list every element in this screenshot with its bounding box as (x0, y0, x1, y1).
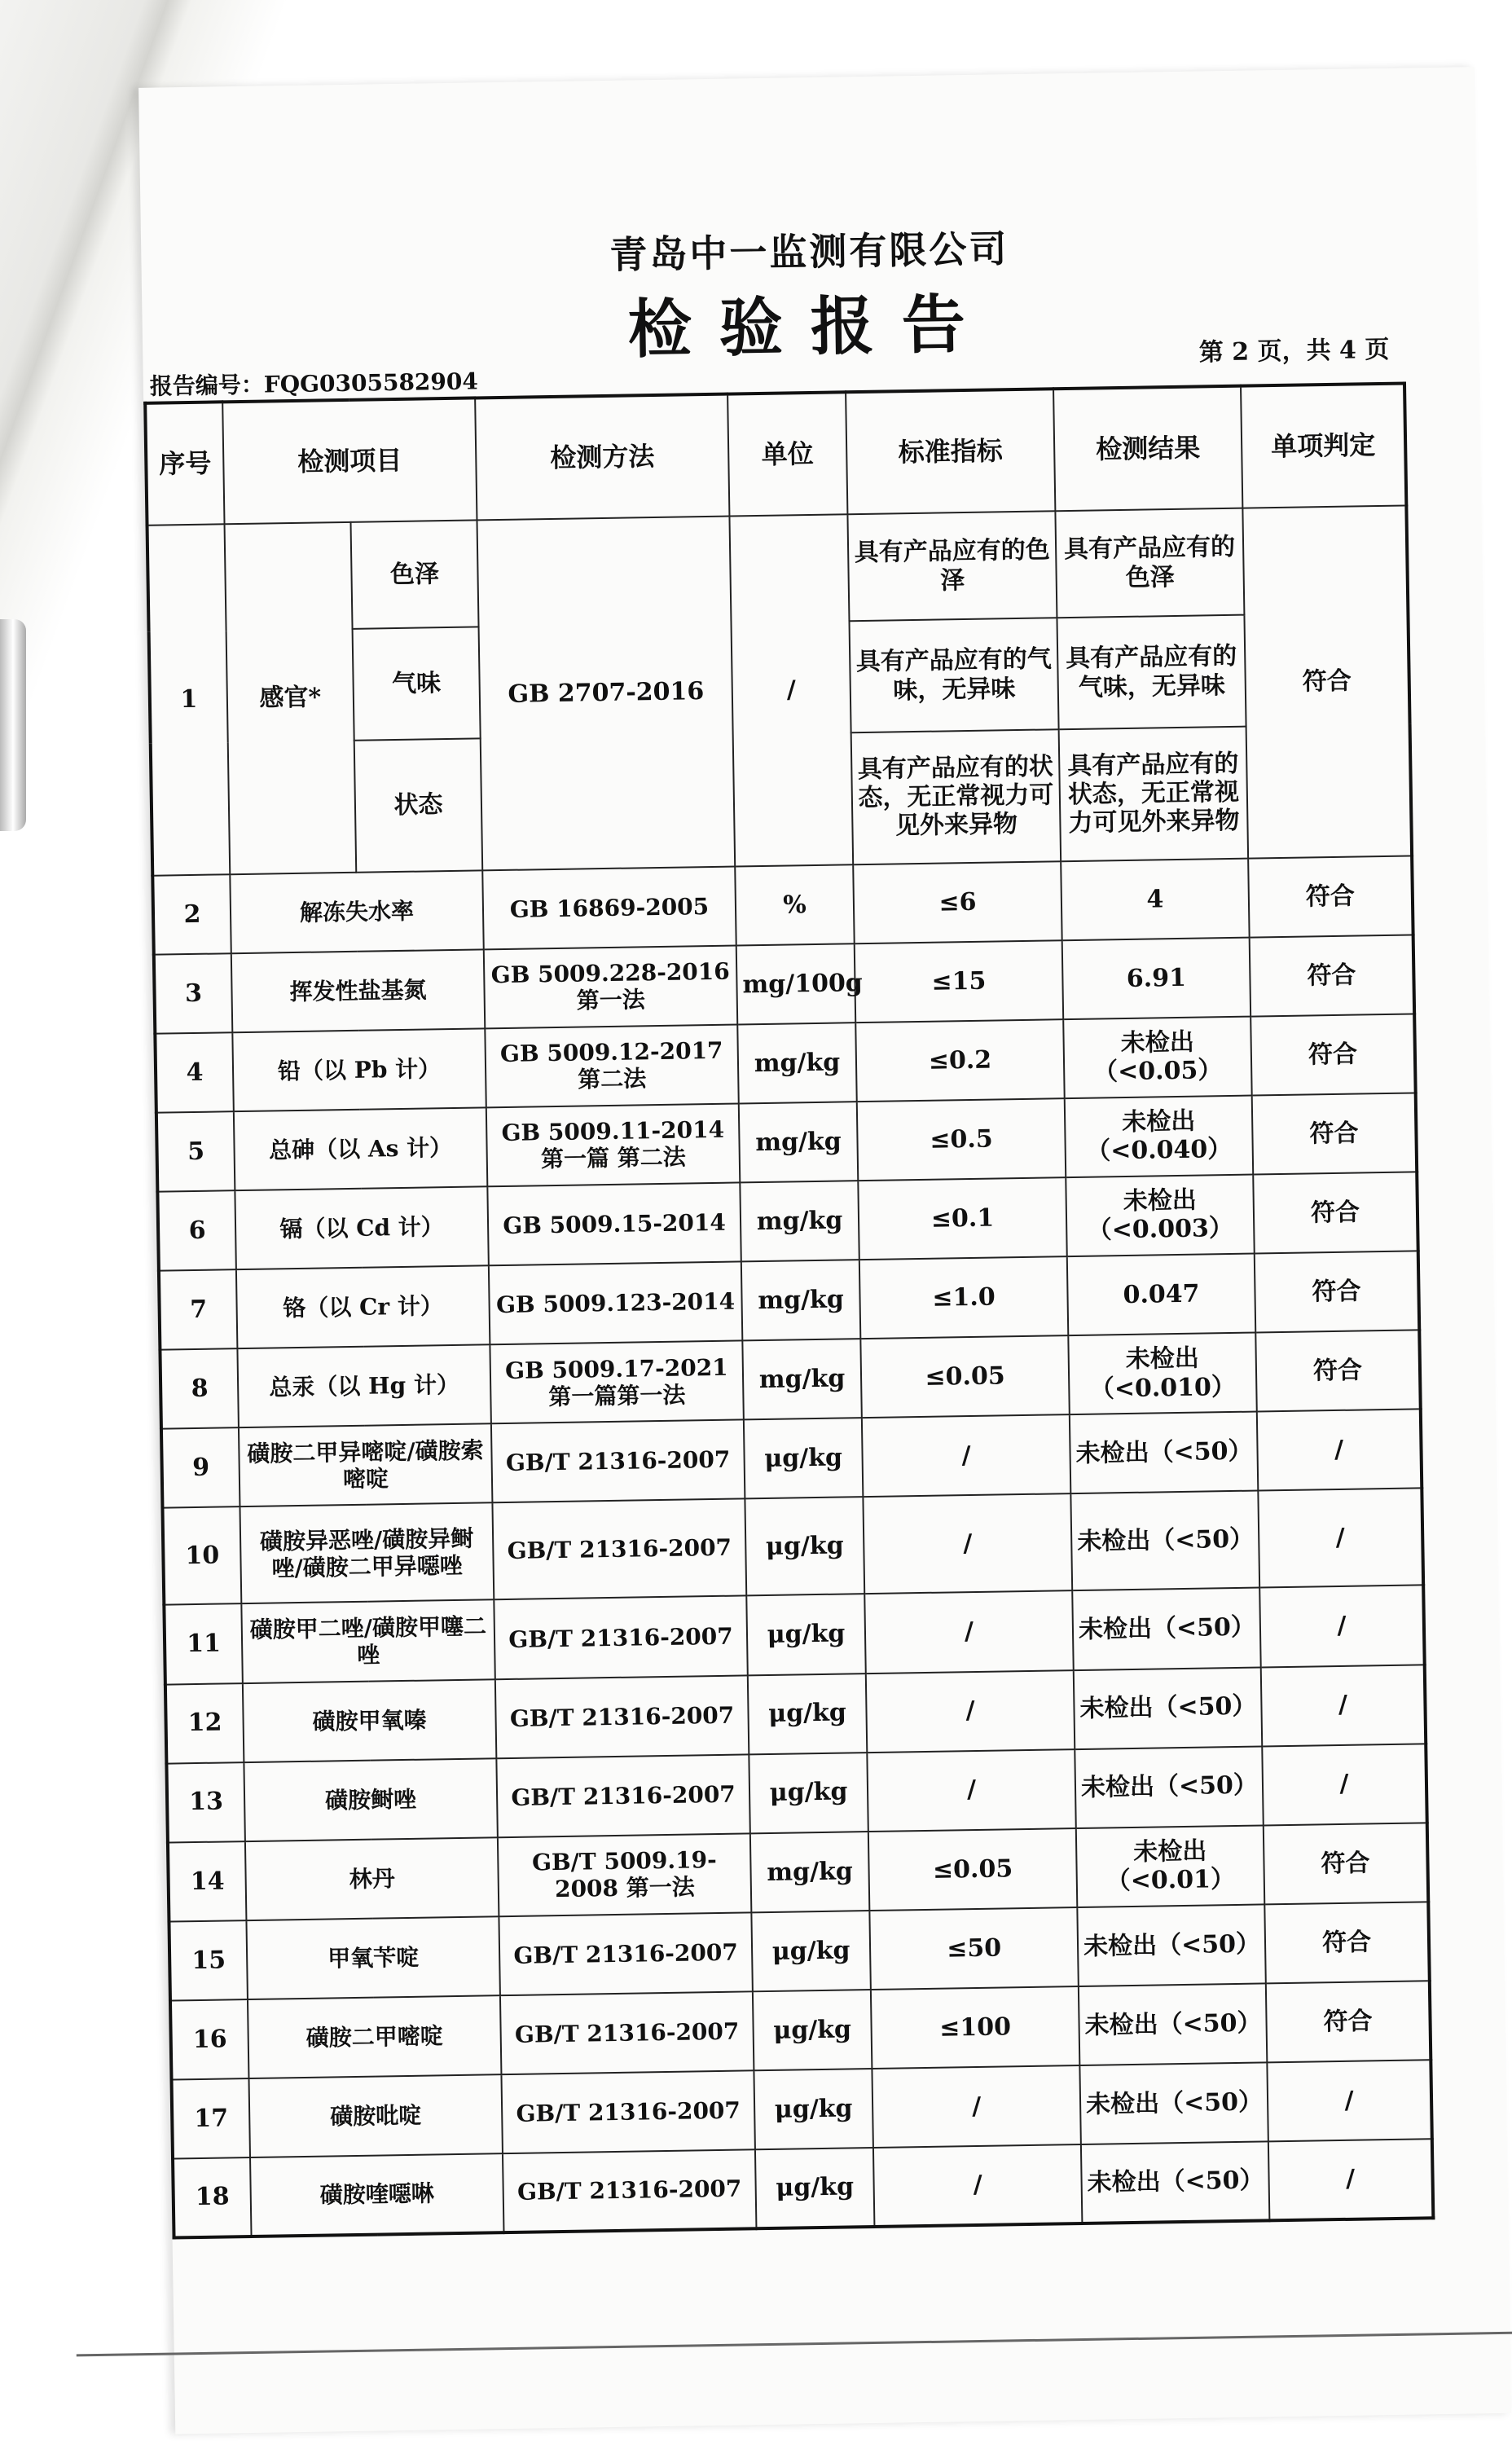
row-result: 未检出（<50） (1081, 2141, 1269, 2223)
row-standard: / (872, 2065, 1080, 2148)
row-result: 未检出（<0.003） (1066, 1174, 1254, 1256)
row-no: 8 (160, 1348, 239, 1429)
row-result: 6.91 (1062, 937, 1250, 1019)
row-method: GB 5009.123-2014 (489, 1261, 742, 1344)
row-method: GB/T 21316-2007 (495, 1675, 749, 1758)
row-method: GB 5009.15-2014 (487, 1182, 741, 1265)
row-standard: / (862, 1414, 1070, 1497)
row-method: GB 2707-2016 (477, 517, 736, 871)
row-unit: mg/kg (740, 1181, 859, 1261)
row-no: 7 (159, 1269, 238, 1350)
row-judgment: 符合 (1248, 855, 1413, 937)
sub-item: 状态 (354, 738, 483, 872)
row-method: GB 5009.17-2021 第一篇第一法 (490, 1340, 743, 1423)
col-header-judgment: 单项判定 (1241, 384, 1406, 508)
table-header-row (145, 384, 1406, 526)
row-item: 磺胺二甲嘧啶 (248, 1995, 502, 2078)
row-standard: 具有产品应有的气味，无异味 (850, 618, 1059, 732)
row-no: 14 (168, 1841, 247, 1922)
row-no: 2 (152, 874, 231, 955)
col-header-no: 序号 (145, 402, 224, 525)
row-unit: mg/kg (737, 1023, 857, 1103)
row-judgment: / (1258, 1489, 1423, 1588)
row-unit: μg/kg (749, 1753, 868, 1833)
row-result: 具有产品应有的色泽 (1055, 508, 1244, 618)
row-result: 未检出（<0.010） (1068, 1333, 1256, 1415)
row-item: 磺胺鲥唑 (244, 1758, 498, 1841)
row-item: 铬（以 Cr 计） (236, 1265, 490, 1348)
row-judgment: 符合 (1250, 1014, 1415, 1095)
row-judgment: 符合 (1255, 1330, 1420, 1411)
sub-item: 气味 (353, 627, 481, 741)
sub-item: 色泽 (351, 520, 479, 629)
row-judgment: 符合 (1255, 1251, 1419, 1332)
row-result: 未检出（<50） (1079, 1983, 1267, 2065)
footer-divider (77, 2331, 1512, 2356)
row-no: 13 (166, 1762, 245, 1843)
row-unit: μg/kg (754, 2069, 873, 2149)
row-standard: 具有产品应有的状态，无正常视力可见外来异物 (851, 729, 1061, 864)
row-result: 未检出（<0.040） (1065, 1095, 1253, 1177)
row-unit: μg/kg (751, 1911, 871, 1991)
row-result: 未检出（<50） (1072, 1588, 1260, 1670)
row-no: 9 (161, 1427, 240, 1508)
row-judgment: 符合 (1253, 1172, 1418, 1253)
row-unit: mg/kg (741, 1260, 861, 1340)
row-unit: μg/kg (745, 1497, 864, 1596)
row-result: 具有产品应有的气味，无异味 (1057, 615, 1246, 729)
row-method: GB 5009.11-2014 第一篇 第二法 (486, 1103, 740, 1186)
row-method: GB/T 21316-2007 (501, 2070, 754, 2153)
row-standard: ≤6 (853, 861, 1061, 943)
row-judgment: / (1262, 1744, 1426, 1825)
col-header-method: 检测方法 (475, 394, 729, 521)
row-item: 总汞（以 Hg 计） (237, 1344, 491, 1427)
pen-object (0, 619, 26, 831)
row-method: GB 5009.12-2017 第二法 (485, 1024, 738, 1107)
row-result: 未检出（<50） (1075, 1746, 1263, 1828)
row-item: 磺胺吡啶 (248, 2074, 503, 2157)
row-standard: / (866, 1670, 1075, 1753)
row-standard: ≤0.05 (860, 1335, 1069, 1418)
row-method: GB/T 5009.19-2008 第一法 (498, 1833, 751, 1916)
row-method: GB/T 21316-2007 (500, 1991, 754, 2074)
row-judgment: 符合 (1264, 1823, 1428, 1904)
row-no: 17 (172, 2078, 251, 2159)
row-result: 未检出（<50） (1074, 1667, 1262, 1749)
row-standard: ≤15 (855, 940, 1063, 1023)
row-method: GB/T 21316-2007 (496, 1754, 749, 1837)
row-result: 未检出（<0.05） (1063, 1016, 1251, 1098)
row-item: 感官* (225, 522, 357, 874)
row-item: 磺胺喹噁啉 (250, 2153, 504, 2236)
report-number: 报告编号：FQG0305582904 (149, 367, 479, 400)
row-no: 4 (155, 1032, 234, 1113)
row-item: 磺胺甲氧嗪 (243, 1679, 497, 1762)
inspection-table (143, 381, 1435, 2239)
row-no: 16 (170, 1999, 249, 2080)
row-standard: 具有产品应有的色泽 (847, 511, 1057, 621)
col-header-item: 检测项目 (222, 398, 477, 524)
row-result: 未检出（<50） (1079, 2062, 1268, 2144)
row-standard: / (863, 1493, 1072, 1594)
row-method: GB/T 21316-2007 (503, 2149, 756, 2232)
row-method: GB 16869-2005 (482, 866, 736, 949)
row-unit: mg/100g (736, 943, 856, 1024)
row-standard: ≤1.0 (859, 1256, 1068, 1339)
row-item: 磺胺异恶唑/磺胺异鲥唑/磺胺二甲异噁唑 (240, 1502, 494, 1603)
row-result: 未检出（<50） (1077, 1904, 1265, 1986)
row-item: 镉（以 Cd 计） (235, 1186, 489, 1269)
row-no: 12 (165, 1683, 244, 1764)
row-item: 总砷（以 As 计） (234, 1107, 488, 1190)
row-unit: μg/kg (753, 1990, 872, 2070)
row-judgment: / (1259, 1586, 1424, 1667)
row-no: 6 (157, 1190, 236, 1271)
row-result: 0.047 (1067, 1254, 1255, 1336)
row-no: 18 (173, 2157, 252, 2238)
page-indicator: 第 2 页，共 4 页 (1198, 335, 1390, 367)
row-item: 磺胺甲二唑/磺胺甲噻二唑 (241, 1600, 495, 1683)
row-result: 具有产品应有的状态，无正常视力可见外来异物 (1059, 727, 1249, 861)
row-no: 5 (156, 1111, 235, 1192)
row-unit: μg/kg (744, 1418, 864, 1498)
row-judgment: 符合 (1242, 505, 1412, 858)
report-sheet (138, 67, 1511, 2434)
row-standard: ≤50 (869, 1907, 1078, 1990)
row-judgment: / (1261, 1665, 1426, 1746)
row-judgment: 符合 (1266, 1981, 1431, 2062)
row-unit: mg/kg (739, 1102, 859, 1182)
row-standard: / (864, 1591, 1073, 1674)
row-item: 挥发性盐基氮 (231, 949, 486, 1032)
col-header-result: 检测结果 (1053, 386, 1242, 512)
row-no: 10 (162, 1506, 241, 1605)
row-judgment: / (1257, 1409, 1422, 1490)
company-name: 青岛中一监测有限公司 (609, 227, 1009, 277)
col-header-standard: 标准指标 (846, 389, 1055, 514)
row-item: 林丹 (245, 1837, 499, 1920)
row-unit: mg/kg (742, 1339, 862, 1419)
row-standard: ≤0.05 (868, 1828, 1077, 1911)
row-method: GB 5009.228-2016 第一法 (484, 945, 737, 1028)
row-standard: ≤0.2 (855, 1019, 1064, 1102)
row-item: 磺胺二甲异嘧啶/磺胺索嘧啶 (239, 1423, 493, 1506)
row-unit: % (735, 864, 855, 945)
row-judgment: 符合 (1250, 935, 1414, 1016)
row-unit: μg/kg (755, 2148, 875, 2228)
row-no: 1 (147, 524, 231, 875)
table-body (152, 855, 1433, 2237)
row-standard: ≤0.5 (857, 1098, 1066, 1181)
row-method: GB/T 21316-2007 (491, 1420, 745, 1503)
row-standard: ≤100 (871, 1986, 1079, 2069)
row-unit: μg/kg (746, 1594, 866, 1675)
row-item: 甲氧苄啶 (246, 1916, 500, 1999)
row-item: 解冻失水率 (230, 870, 484, 953)
col-header-unit: 单位 (727, 392, 847, 516)
row-judgment: 符合 (1252, 1093, 1417, 1174)
row-judgment: 符合 (1264, 1902, 1429, 1983)
row-unit: / (729, 514, 853, 866)
row-unit: μg/kg (748, 1674, 868, 1754)
table-row (147, 505, 1409, 632)
row-result: 未检出（<50） (1070, 1491, 1259, 1591)
row-method: GB/T 21316-2007 (492, 1499, 746, 1600)
row-standard: / (873, 2144, 1082, 2227)
row-no: 3 (154, 953, 233, 1034)
row-no: 11 (164, 1604, 243, 1685)
report-title: 检验报告 (627, 287, 994, 367)
row-unit: mg/kg (750, 1832, 870, 1912)
row-method: GB/T 21316-2007 (499, 1912, 752, 1995)
row-item: 铅（以 Pb 计） (232, 1028, 486, 1111)
row-result: 未检出（<50） (1070, 1412, 1258, 1494)
row-standard: / (867, 1749, 1075, 1832)
row-standard: ≤0.1 (858, 1177, 1066, 1260)
row-no: 15 (169, 1920, 248, 2001)
row-judgment: / (1268, 2139, 1434, 2220)
row-method: GB/T 21316-2007 (494, 1596, 747, 1679)
row-result: 未检出（<0.01） (1076, 1825, 1264, 1907)
row-judgment: / (1267, 2060, 1431, 2141)
row-result: 4 (1061, 858, 1249, 940)
